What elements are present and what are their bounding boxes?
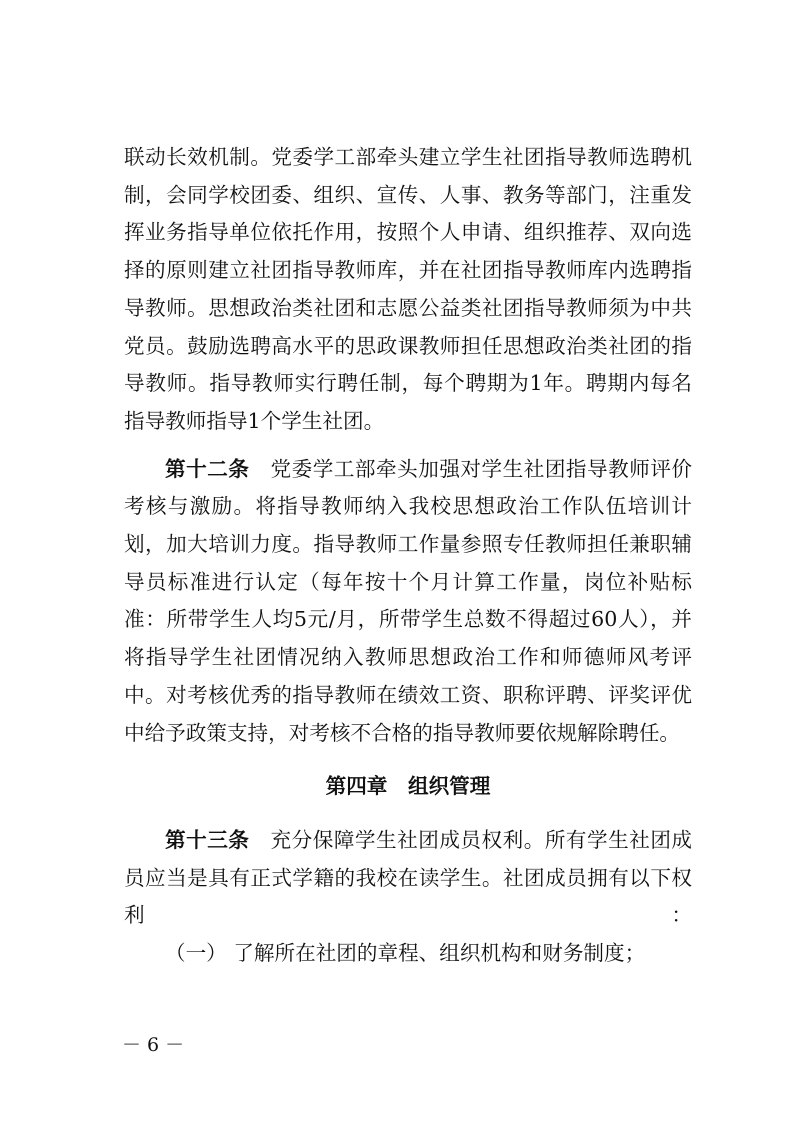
article-12-label: 第十二条 (165, 456, 250, 481)
continuation-paragraph: 联动长效机制。党委学工部牵头建立学生社团指导教师选聘机制，会同学校团委、组织、宣传、人事、教务等部门，注重发挥业务指导单位依托作用，按照个人申请、组织推荐、双向选择的原则建立社团指导教师库，并在社团指导教师库内选聘指导教师。思想政治类社团和志愿公益类社团指导教师须为中共党员。鼓励选聘高水平的思政课教师担任思想政治类社团的指导教师。指导教师实行聘任制，每个聘期为1年。聘期内每名指导教师指导1个学生社团。 (124, 145, 692, 433)
article-13-label: 第十三条 (165, 827, 250, 852)
article-13-text: 充分保障学生社团成员权利。所有学生社团成员应当是具有正式学籍的我校在读学生。社团成员拥有以下权利： (124, 827, 693, 928)
document-body (124, 139, 692, 973)
paragraph-gap (124, 441, 692, 451)
article-12-text: 党委学工部牵头加强对学生社团指导教师评价考核与激励。将指导教师纳入我校思想政治工作队伍培训计划，加大培训力度。指导教师工作量参照专任教师担任兼职辅导员标准进行认定（每年按十个月计算工作量，岗位补贴标准：所带学生人均5元/月，所带学生总数不得超过60人），并将指导学生社团情况纳入教师思想政治工作和师德师风考评中。对考核优秀的指导教师在绩效工资、职称评聘、评奖评优中给予政策支持，对考核不合格的指导教师要依规解除聘任。 (124, 456, 693, 745)
article-label-spacer (249, 457, 270, 481)
article-label-spacer (249, 828, 270, 852)
article-13-paragraph (124, 822, 692, 935)
page-number: － 6 － (122, 1034, 185, 1056)
chapter-heading: 第四章 组织管理 (325, 774, 491, 799)
article-12-paragraph (124, 451, 692, 753)
list-item-1: （一） 了解所在社团的章程、组织机构和财务制度； (165, 941, 646, 966)
